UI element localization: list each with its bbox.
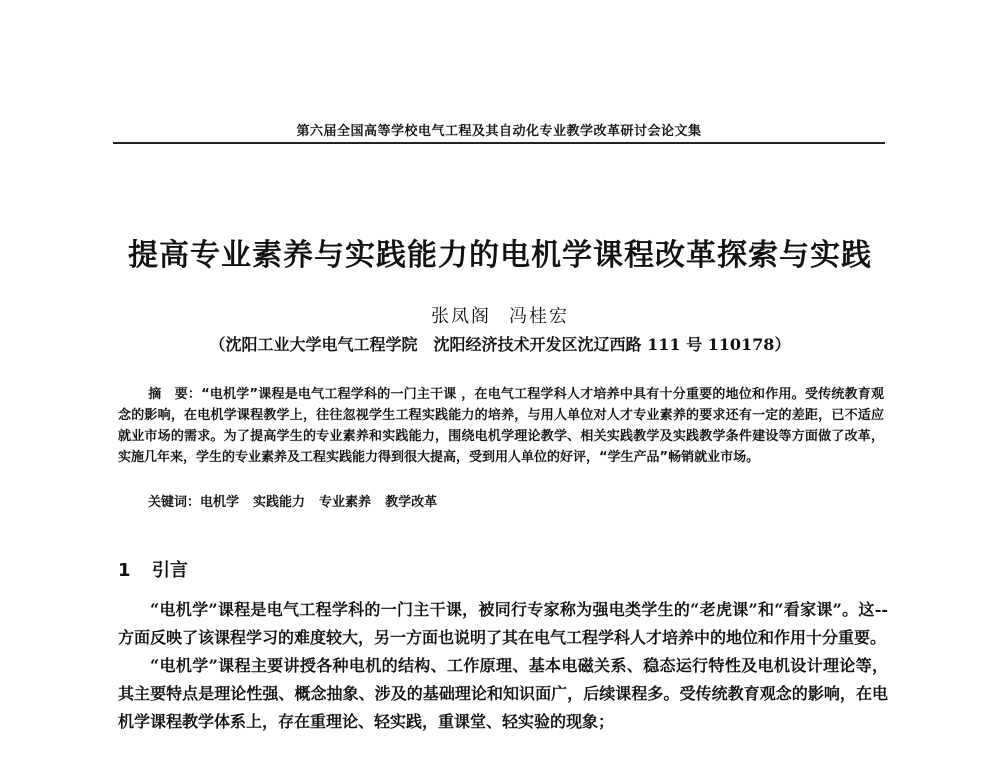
body-paragraph: “电机学”课程是电气工程学科的一门主干课，被同行专家称为强电类学生的“老虎课”和“看家课”。这--方面反映了该课程学习的难度较大，另一方面也说明了其在电气工程学科人才培养中的地位和作用十分重要。 — [118, 600, 888, 647]
header-rule — [113, 142, 885, 144]
author-list — [100, 302, 900, 328]
body-paragraph: “电机学”课程主要讲授各种电机的结构、工作原理、基本电磁关系、稳态运行特性及电机设计理论等，其主要特点是理论性强、概念抽象、涉及的基础理论和知识面广，后续课程多。受传统教育观念的影响，在电机学课程教学体系上，存在重理论、轻实践，重课堂、轻实验的现象； — [118, 656, 888, 731]
keywords — [148, 491, 888, 510]
author-name: 冯桂宏 — [509, 306, 569, 327]
abstract-label: 摘 要： — [148, 387, 202, 402]
paper-title: 提高专业素养与实践能力的电机学课程改革探索与实践 — [128, 238, 872, 273]
section-heading — [118, 556, 518, 582]
running-header: 第六届全国高等学校电气工程及其自动化专业教学改革研讨会论文集 — [296, 124, 702, 139]
affiliation: （沈阳工业大学电气工程学院 沈阳经济技术开发区沈辽西路 111 号 110178） — [209, 335, 791, 354]
keyword: 电机学 — [200, 495, 240, 510]
keyword: 教学改革 — [385, 495, 438, 510]
abstract-text: “电机学”课程是电气工程学科的一门主干课 ，在电气工程学科人才培养中具有十分重要的地位和作用。受传统教育观念的影响，在电机学课程教学上，往往忽视学生工程实践能力的培养，与用人单位对人才专业素养的要求还有一定的差距，已不适应就业市场的需求。为了提高学生的专业素养和实践能力，围绕电机学理论教学、相关实践教学及实践教学条件建设等方面做了改革，实施几年来，学生的专业素养及工程实践能力得到很大提高，受到用人单位的好评，“学生产品”畅销就业市场。 — [118, 387, 884, 465]
author-name: 张凤阁 — [431, 306, 491, 327]
body-text — [118, 596, 888, 736]
abstract — [118, 384, 884, 468]
keywords-label: 关键词： — [148, 495, 201, 510]
keyword: 实践能力 — [253, 495, 306, 510]
keyword: 专业素养 — [319, 495, 372, 510]
section-title: 引言 — [152, 560, 188, 581]
section-number: 1 — [118, 560, 131, 581]
